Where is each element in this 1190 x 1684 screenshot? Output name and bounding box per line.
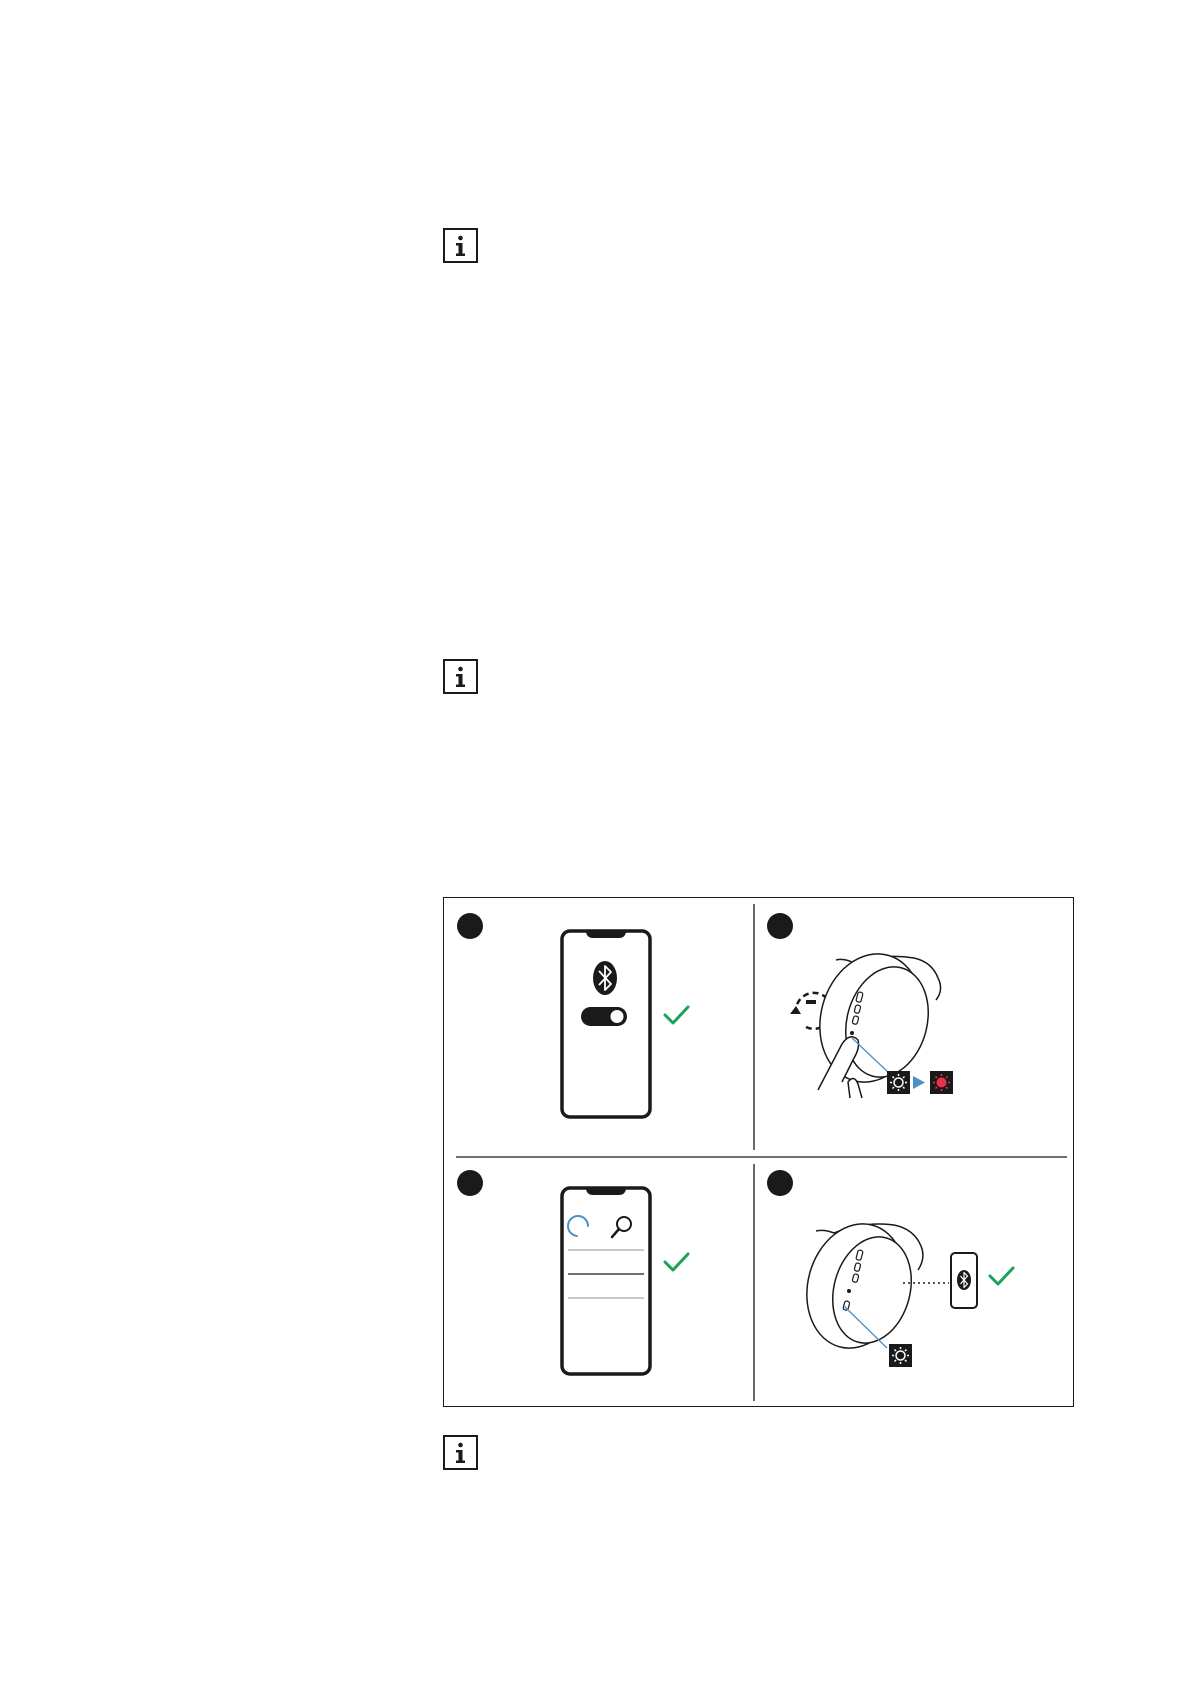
- led-white-icon: [889, 1344, 912, 1367]
- checkmark-icon: [990, 1268, 1013, 1284]
- info-icon: [443, 228, 478, 263]
- pairing-figure-svg: [444, 898, 1075, 1408]
- phone-bluetooth-small-icon: [951, 1253, 977, 1308]
- step-3-badge: [457, 1170, 483, 1196]
- toggle-switch-icon: [581, 1007, 627, 1026]
- step-4-badge: [767, 1170, 793, 1196]
- step-2-badge: [767, 913, 793, 939]
- led-white-icon: [887, 1071, 910, 1094]
- led-red-flashing-icon: [930, 1071, 953, 1094]
- pairing-illustration: [443, 897, 1074, 1407]
- bluetooth-icon: [593, 961, 617, 995]
- checkmark-icon: [665, 1007, 688, 1023]
- checkmark-icon: [665, 1254, 688, 1270]
- headphone-connected: [793, 1213, 977, 1367]
- phone-device-search: [562, 1188, 650, 1374]
- phone-bluetooth-settings: [562, 931, 650, 1117]
- arrow-right-icon: [913, 1076, 925, 1089]
- info-icon: [443, 659, 478, 694]
- step-1-badge: [457, 913, 483, 939]
- headphone-press-button: [790, 942, 953, 1098]
- info-icon: [443, 1435, 478, 1470]
